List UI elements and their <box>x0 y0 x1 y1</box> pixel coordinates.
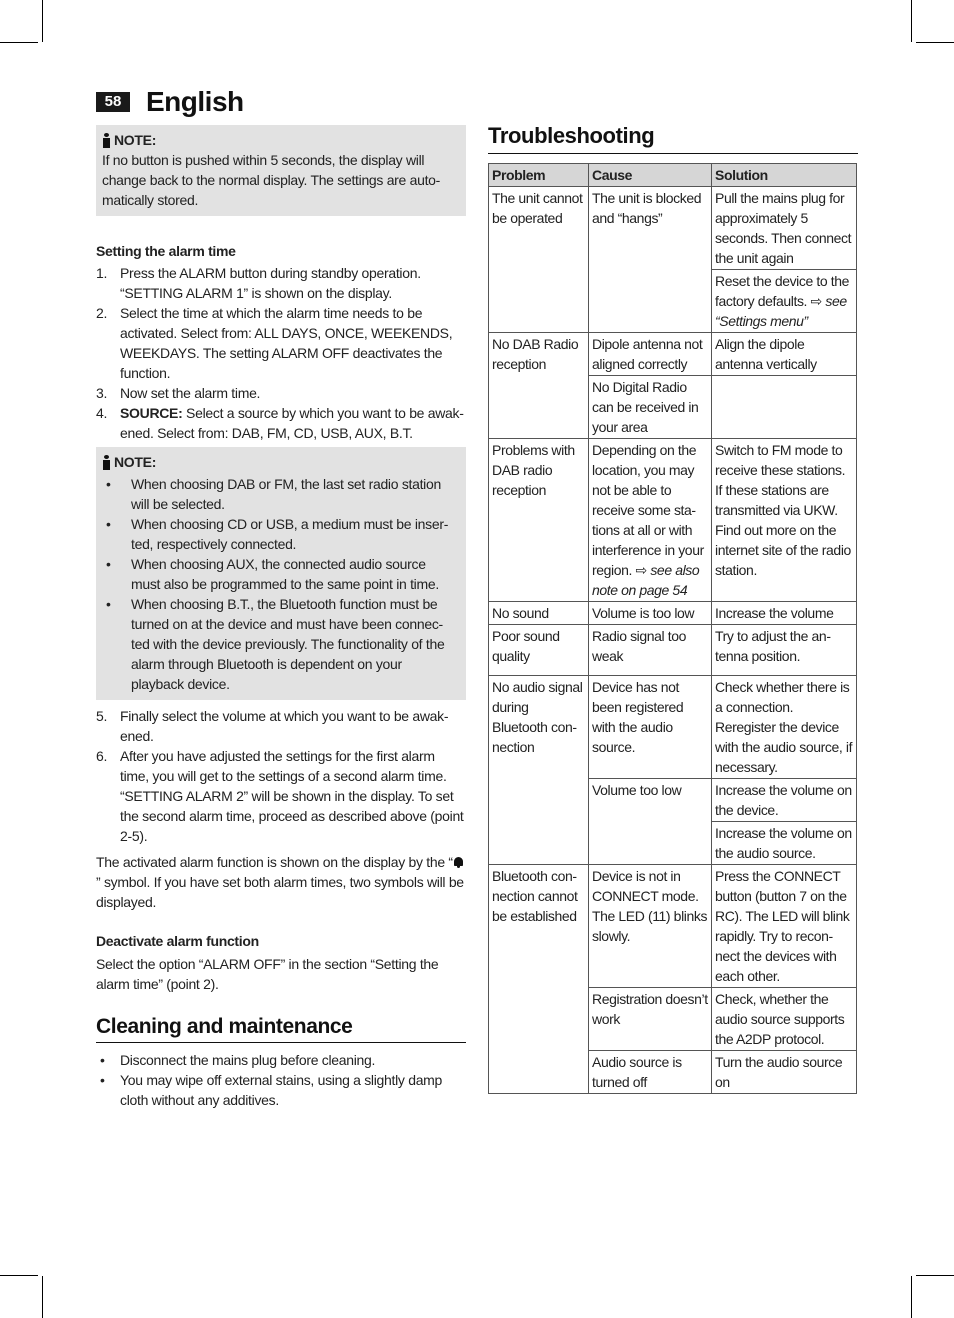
step-number: 3. <box>96 385 108 401</box>
list-text: You may wipe off external stains, using a slightly damp cloth without any additives. <box>120 1072 443 1108</box>
info-icon <box>102 133 111 148</box>
list-item <box>96 303 466 383</box>
crop-mark <box>916 42 954 43</box>
bullet: • <box>106 516 111 532</box>
list-item <box>102 514 458 554</box>
step-number: 2. <box>96 305 108 321</box>
note-header <box>102 452 458 472</box>
left-column <box>96 125 466 1110</box>
page-title: English <box>146 86 244 117</box>
list-item <box>96 263 466 303</box>
alarm-steps-continued <box>96 706 466 846</box>
crop-mark <box>916 1275 954 1276</box>
reference-text: see “Settings menu” <box>715 293 847 329</box>
cause-cell: The unit is blocked and “hangs” <box>589 187 712 333</box>
note-header <box>102 130 458 150</box>
bell-icon <box>453 856 464 868</box>
deactivate-heading: Deactivate alarm function <box>96 933 259 949</box>
solution-cell <box>712 376 857 439</box>
solution-cell: Increase the volume on the device. <box>712 779 857 822</box>
cause-cell: Device is not in CONNECT mode. The LED (11) blinks slowly. <box>589 865 712 988</box>
right-column <box>488 120 858 1094</box>
problem-cell: No sound <box>489 602 589 625</box>
alarm-heading: Setting the alarm time <box>96 243 236 259</box>
bullet: • <box>106 556 111 572</box>
step-text: Now set the alarm time. <box>120 385 261 401</box>
table-row <box>489 333 857 376</box>
list-text: When choosing DAB or FM, the last set radio station will be selected. <box>131 476 441 512</box>
cause-text: Depending on the location, you may not be able to receive some sta-tions at all or with interference in your region. <box>592 442 704 578</box>
list-item <box>96 746 466 846</box>
list-text: When choosing CD or USB, a medium must be inser-ted, respectively connected. <box>131 516 449 552</box>
note-box <box>96 447 466 700</box>
crop-mark <box>0 1275 38 1276</box>
column-header-cause: Cause <box>589 164 712 187</box>
solution-cell: Increase the volume <box>712 602 857 625</box>
source-label: SOURCE: <box>120 405 183 421</box>
info-icon <box>102 455 111 470</box>
arrow-right-icon: ⇨ <box>810 293 822 309</box>
crop-mark <box>911 1276 912 1318</box>
reference-text: see also note on page 54 <box>592 562 700 598</box>
cause-cell: Audio source is turned off <box>589 1051 712 1094</box>
column-header-problem: Problem <box>489 164 589 187</box>
text-part: The activated alarm function is shown on the display by the “ <box>96 854 453 870</box>
step-text: Select the time at which the alarm time needs to be activated. Select from: ALL DAYS, ONCE, WEEKENDS, WEEKDAYS. The setting ALARM OFF deactivates the function. <box>120 305 453 381</box>
cause-cell: Registration doesn’t work <box>589 988 712 1051</box>
list-item <box>102 594 458 694</box>
note-box <box>96 125 466 216</box>
bullet: • <box>106 596 111 612</box>
solution-cell: Try to adjust the an-tenna position. <box>712 625 857 676</box>
note-text: If no button is pushed within 5 seconds, the display will change back to the normal display. The settings are auto-matically stored. <box>102 152 441 208</box>
solution-cell: Increase the volume on the audio source. <box>712 822 857 865</box>
deactivate-text: Select the option “ALARM OFF” in the section “Setting the alarm time” (point 2). <box>96 956 439 992</box>
step-number: 1. <box>96 265 108 281</box>
solution-cell <box>712 270 857 333</box>
alarm-steps <box>96 263 466 443</box>
note-list <box>102 474 458 694</box>
solution-cell: Align the dipole antenna vertically <box>712 333 857 376</box>
note-title: NOTE: <box>114 454 157 470</box>
solution-cell: Check whether there is a connection. Reregister the device with the audio source, if necessary. <box>712 676 857 779</box>
cause-cell: Device has not been registered with the audio source. <box>589 676 712 779</box>
cause-cell: Volume is too low <box>589 602 712 625</box>
table-row <box>489 625 857 676</box>
solution-cell: Pull the mains plug for approximately 5 seconds. Then connect the unit again <box>712 187 857 270</box>
cause-cell <box>589 439 712 602</box>
problem-cell: The unit cannot be operated <box>489 187 589 333</box>
table-row <box>489 676 857 779</box>
problem-cell: Poor sound quality <box>489 625 589 676</box>
solution-cell: Turn the audio source on <box>712 1051 857 1094</box>
problem-cell: Bluetooth con-nection cannot be established <box>489 865 589 1094</box>
list-text: Disconnect the mains plug before cleaning. <box>120 1052 376 1068</box>
problem-cell: No audio signal during Bluetooth con-nection <box>489 676 589 865</box>
step-text <box>120 403 466 443</box>
list-item <box>96 706 466 746</box>
solution-text: Reset the device to the factory defaults. <box>715 273 849 309</box>
crop-mark <box>0 42 38 43</box>
list-item <box>102 474 458 514</box>
solution-cell: Check, whether the audio source supports the A2DP protocol. <box>712 988 857 1051</box>
table-row <box>489 187 857 270</box>
troubleshooting-heading: Troubleshooting <box>488 120 858 154</box>
cause-cell: Dipole antenna not aligned correctly <box>589 333 712 376</box>
step-text: Finally select the volume at which you want to be awak-ened. <box>120 708 449 744</box>
table-row <box>489 865 857 988</box>
table-row <box>489 602 857 625</box>
cause-cell: No Digital Radio can be received in your area <box>589 376 712 439</box>
step-number: 6. <box>96 748 108 764</box>
step-text: After you have adjusted the settings for the first alarm time, you will get to the settings of a second alarm time. “SETTING ALARM 2” will be shown in the display. To set the second alarm time, proceed as described above (point 2-5). <box>120 748 464 844</box>
list-item <box>96 1070 466 1110</box>
solution-cell: Press the CONNECT button (button 7 on the RC). The LED will blink rapidly. Try to recon-nect the devices with each other. <box>712 865 857 988</box>
solution-cell: Switch to FM mode to receive these stations. If these stations are transmitted via UKW. Find out more on the internet site of the radio station. <box>712 439 857 602</box>
bullet: • <box>100 1072 105 1088</box>
arrow-right-icon: ⇨ <box>635 562 647 578</box>
crop-mark <box>42 1276 43 1318</box>
list-text: When choosing AUX, the connected audio source must also be programmed to the same point in time. <box>131 556 439 592</box>
page-number: 58 <box>96 92 130 112</box>
step-number: 4. <box>96 405 108 421</box>
cause-cell: Volume too low <box>589 779 712 865</box>
note-title: NOTE: <box>114 132 157 148</box>
table-row <box>489 439 857 602</box>
list-item <box>96 383 466 403</box>
list-item <box>102 554 458 594</box>
problem-cell: Problems with DAB radio reception <box>489 439 589 602</box>
bullet: • <box>106 476 111 492</box>
cleaning-heading: Cleaning and maintenance <box>96 1013 466 1043</box>
step-text: Press the ALARM button during standby operation. “SETTING ALARM 1” is shown on the display. <box>120 265 421 301</box>
list-item <box>96 1050 466 1070</box>
cause-cell: Radio signal too weak <box>589 625 712 676</box>
list-text: When choosing B.T., the Bluetooth function must be turned on at the device and must have been connec-ted with the device previously. The functionality of the alarm through Bluetooth is dependent on your playback device. <box>131 596 445 692</box>
troubleshooting-table <box>488 163 857 1094</box>
crop-mark <box>911 0 912 42</box>
problem-cell: No DAB Radio reception <box>489 333 589 439</box>
column-header-solution: Solution <box>712 164 857 187</box>
source-text: Select a source by which you want to be awak-ened. Select from: DAB, FM, CD, USB, AUX, B.T. <box>120 405 464 441</box>
step-number: 5. <box>96 708 108 724</box>
cleaning-list <box>96 1050 466 1110</box>
text-part: ” symbol. If you have set both alarm times, two symbols will be displayed. <box>96 874 464 910</box>
alarm-symbol-text <box>96 852 466 912</box>
list-item <box>96 403 466 443</box>
crop-mark <box>42 0 43 42</box>
bullet: • <box>100 1052 105 1068</box>
table-header-row <box>489 164 857 187</box>
